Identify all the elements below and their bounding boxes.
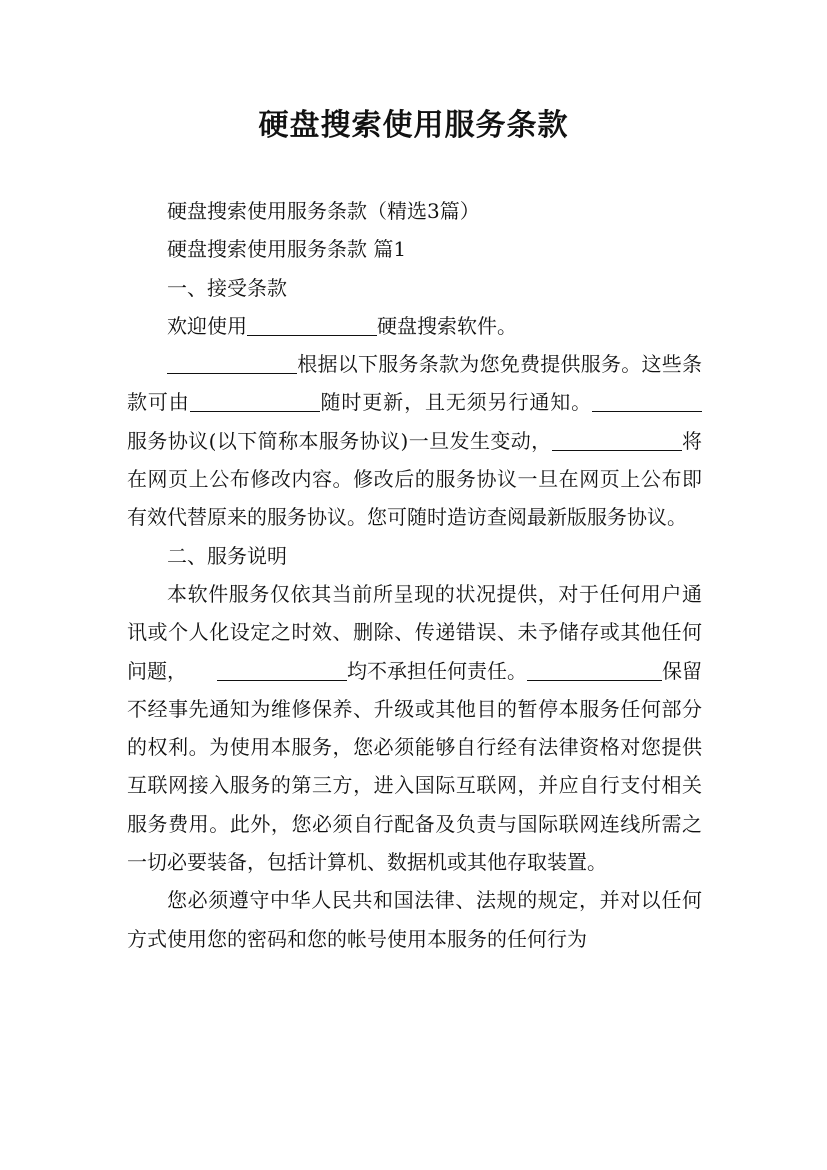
document-body [127, 192, 702, 958]
section-2-title: 二、服务说明 [167, 543, 287, 568]
text-segment: 欢迎使用 [167, 313, 247, 338]
text-segment: 服务协议(以下简称本服务协议)一旦发生变动， [127, 428, 552, 453]
text-segment: 将在网页上公布修改内容。修改后的服务协议一旦在网页上公布即有效代替原来的服务协议。您可随时造访查阅最新版服务协议。 [127, 428, 703, 530]
paragraph-terms-update [127, 345, 702, 536]
fill-in-blank [190, 389, 320, 412]
fill-in-blank [552, 428, 682, 451]
fill-in-blank [167, 351, 297, 374]
heading-part: 硬盘搜索使用服务条款 篇1 [167, 237, 407, 262]
text-segment: 根据以下服务条款为您免费提供服务。这些条款可由 [127, 352, 702, 415]
paragraph-legal-compliance: 您必须遵守中华人民共和国法律、法规的规定，并对以任何方式使用您的密码和您的帐号使用本服务的任何行为 [127, 888, 702, 951]
heading-main: 硬盘搜索使用服务条款（精选3篇） [167, 199, 480, 223]
fill-in-blank [217, 658, 347, 681]
text-segment: 硬盘搜索软件。 [377, 313, 517, 338]
fill-in-blank [247, 313, 377, 336]
paragraph-welcome [127, 307, 702, 345]
text-segment: 本软件服务仅依其当前所呈现的状况提供，对于任何用户通讯或个人化设定之时效、删除、传递错误、未予储存或其他任何问题， [127, 581, 702, 683]
fill-in-blank [527, 658, 662, 681]
text-segment: 随时更新，且无须另行通知。 [319, 390, 593, 415]
section-1-title: 一、接受条款 [167, 275, 287, 300]
document-title: 硬盘搜索使用服务条款 [258, 108, 569, 143]
text-segment: 保留不经事先通知为维修保养、升级或其他目的暂停本服务任何部分的权利。为使用本服务，您必须能够自行经有法律资格对您提供互联网接入服务的第三方，进入国际互联网，并应自行支付相关服务费用。此外，您必须自行配备及负责与国际联网连线所需之一切必要装备，包括计算机、数据机或其他存取装置。 [127, 658, 702, 875]
text-segment: 均不承担任何责任。 [347, 658, 527, 683]
fill-in-blank [592, 389, 702, 412]
paragraph-service-description [127, 575, 702, 881]
